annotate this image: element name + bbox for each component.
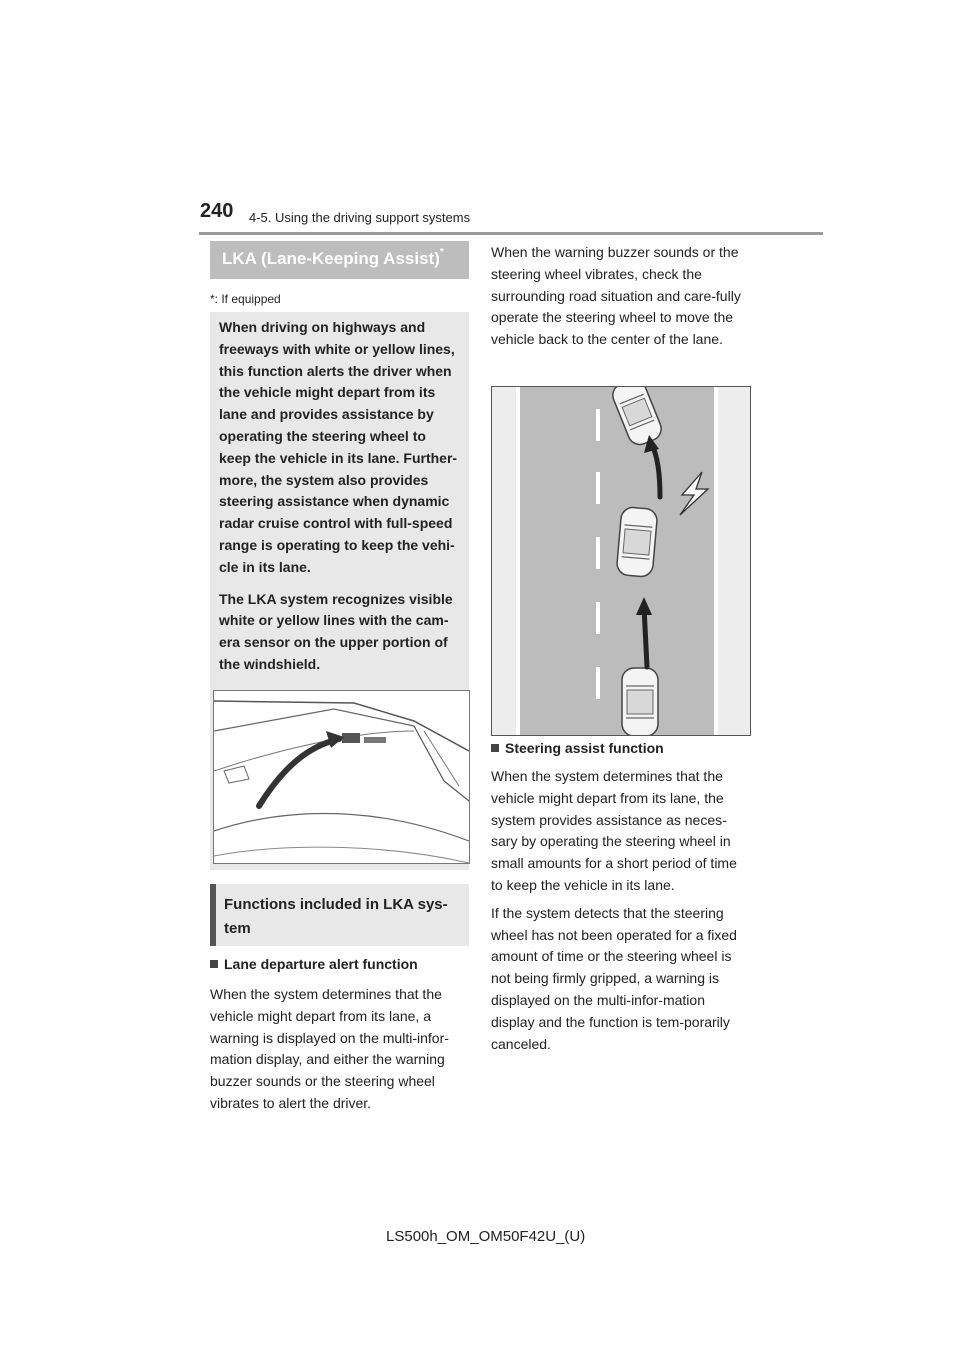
right-intro xyxy=(491,242,751,357)
right-intro-paragraph: When the warning buzzer sounds or the steering wheel vibrates, check the surrounding road situation and care-fully operate the steering wheel to move the vehicle back to the center of the lane. xyxy=(491,244,741,348)
header-divider xyxy=(199,232,823,235)
functions-heading: Functions included in LKA sys-tem xyxy=(210,884,469,946)
page-title: LKA (Lane-Keeping Assist) xyxy=(222,249,440,268)
steering-assist-heading-text: Steering assist function xyxy=(505,740,664,756)
page-title-box xyxy=(210,241,469,279)
lane-departure-heading-text: Lane departure alert function xyxy=(224,956,418,972)
footnote: *: If equipped xyxy=(210,292,281,306)
title-asterisk: * xyxy=(439,247,444,259)
intro-paragraph: The LKA system recognizes visible white or yellow lines with the cam-era sensor on the upper portion of the windshield. xyxy=(219,590,453,672)
square-bullet-icon xyxy=(210,960,218,968)
lane-departure-heading xyxy=(210,956,418,972)
windshield-camera-illustration xyxy=(213,690,470,864)
section-title: 4-5. Using the driving support systems xyxy=(249,210,471,225)
steering-assist-paragraph: When the system determines that the vehicle might depart from its lane, the system provides assistance as neces-sary by operating the steering wheel in small amounts for a short period of time to keep the vehicle in its lane. xyxy=(491,768,737,893)
intro-paragraph: When driving on highways and freeways with white or yellow lines, this function alerts the driver when the vehicle might depart from its lane and provides assistance by operating the steering wheel to keep the vehicle in its lane. Further-more, the system also provides steering assistance when dynamic radar cruise control with full-speed range is operating to keep the vehi-cle in its lane. xyxy=(219,319,458,575)
lane-departure-body xyxy=(210,984,470,1121)
lane-departure-paragraph: When the system determines that the vehicle might depart from its lane, a warning is displayed on the multi-infor-mation display, and either the warning buzzer sounds or the steering wheel vibrates to alert the driver. xyxy=(210,986,449,1111)
steering-assist-heading xyxy=(491,740,664,756)
square-bullet-icon xyxy=(491,744,499,752)
steering-assist-body xyxy=(491,766,751,1061)
lane-departure-diagram xyxy=(491,386,751,736)
document-code: LS500h_OM_OM50F42U_(U) xyxy=(386,1228,586,1245)
steering-assist-paragraph: If the system detects that the steering wheel has not been operated for a fixed amount of time or the steering wheel is not being firmly gripped, a warning is displayed on the multi-infor-mation display and the function is tem-porarily canceled. xyxy=(491,904,737,1052)
page-number: 240 xyxy=(200,200,234,222)
